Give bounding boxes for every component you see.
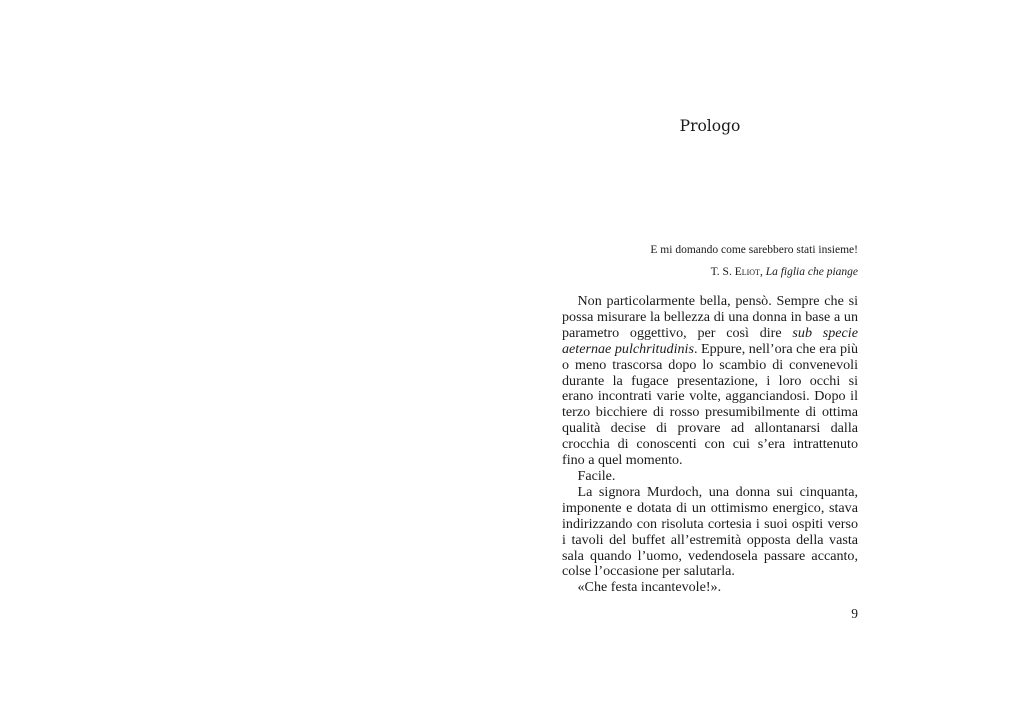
epigraph — [562, 242, 858, 281]
paragraph-text: Non particolarmente bella, pensò. Sempre che si possa misurare la bellezza di una donna in base a un parametro oggettivo, per così dire — [562, 293, 858, 341]
chapter-title: Prologo — [679, 117, 741, 135]
epigraph-attribution — [562, 264, 858, 281]
paragraph: Facile. — [577, 467, 616, 484]
epigraph-work-title: La figlia che piange — [765, 266, 858, 278]
body-text — [562, 294, 858, 596]
paragraph-text: . Eppure, nell’ora che era più o meno trascorsa dopo lo scambio di convenevoli durante la fugace presentazione, i loro occhi si erano incontrati varie volte, agganciandosi. Dopo il terzo bicchiere di rosso presumibilmente di ottima qualità decise di provare ad allontanarsi dalla crocchia di conoscenti con cui s’era intrattenuto fino a quel momento. — [562, 340, 858, 469]
paragraph: «Che festa incantevole!». — [577, 579, 722, 596]
latin-phrase: sub specie aeternae pulchritudinis — [562, 324, 858, 357]
epigraph-author: T. S. Eliot — [710, 266, 760, 278]
paragraph: La signora Murdoch, una donna sui cinquanta, imponente e dotata di un ottimismo energico, stava indirizzando con risoluta cortesia i suoi ospiti verso i tavoli del buffet all’estremità opposta della vasta sala quando l’uomo, vedendosela passare accanto, colse l’occasione per salutarla. — [562, 483, 858, 580]
paragraph — [562, 294, 858, 469]
epigraph-quote: E mi domando come sarebbero stati insieme! — [650, 244, 858, 256]
right-page — [512, 0, 1024, 724]
page-number: 9 — [851, 606, 858, 621]
epigraph-separator: , — [759, 266, 766, 278]
